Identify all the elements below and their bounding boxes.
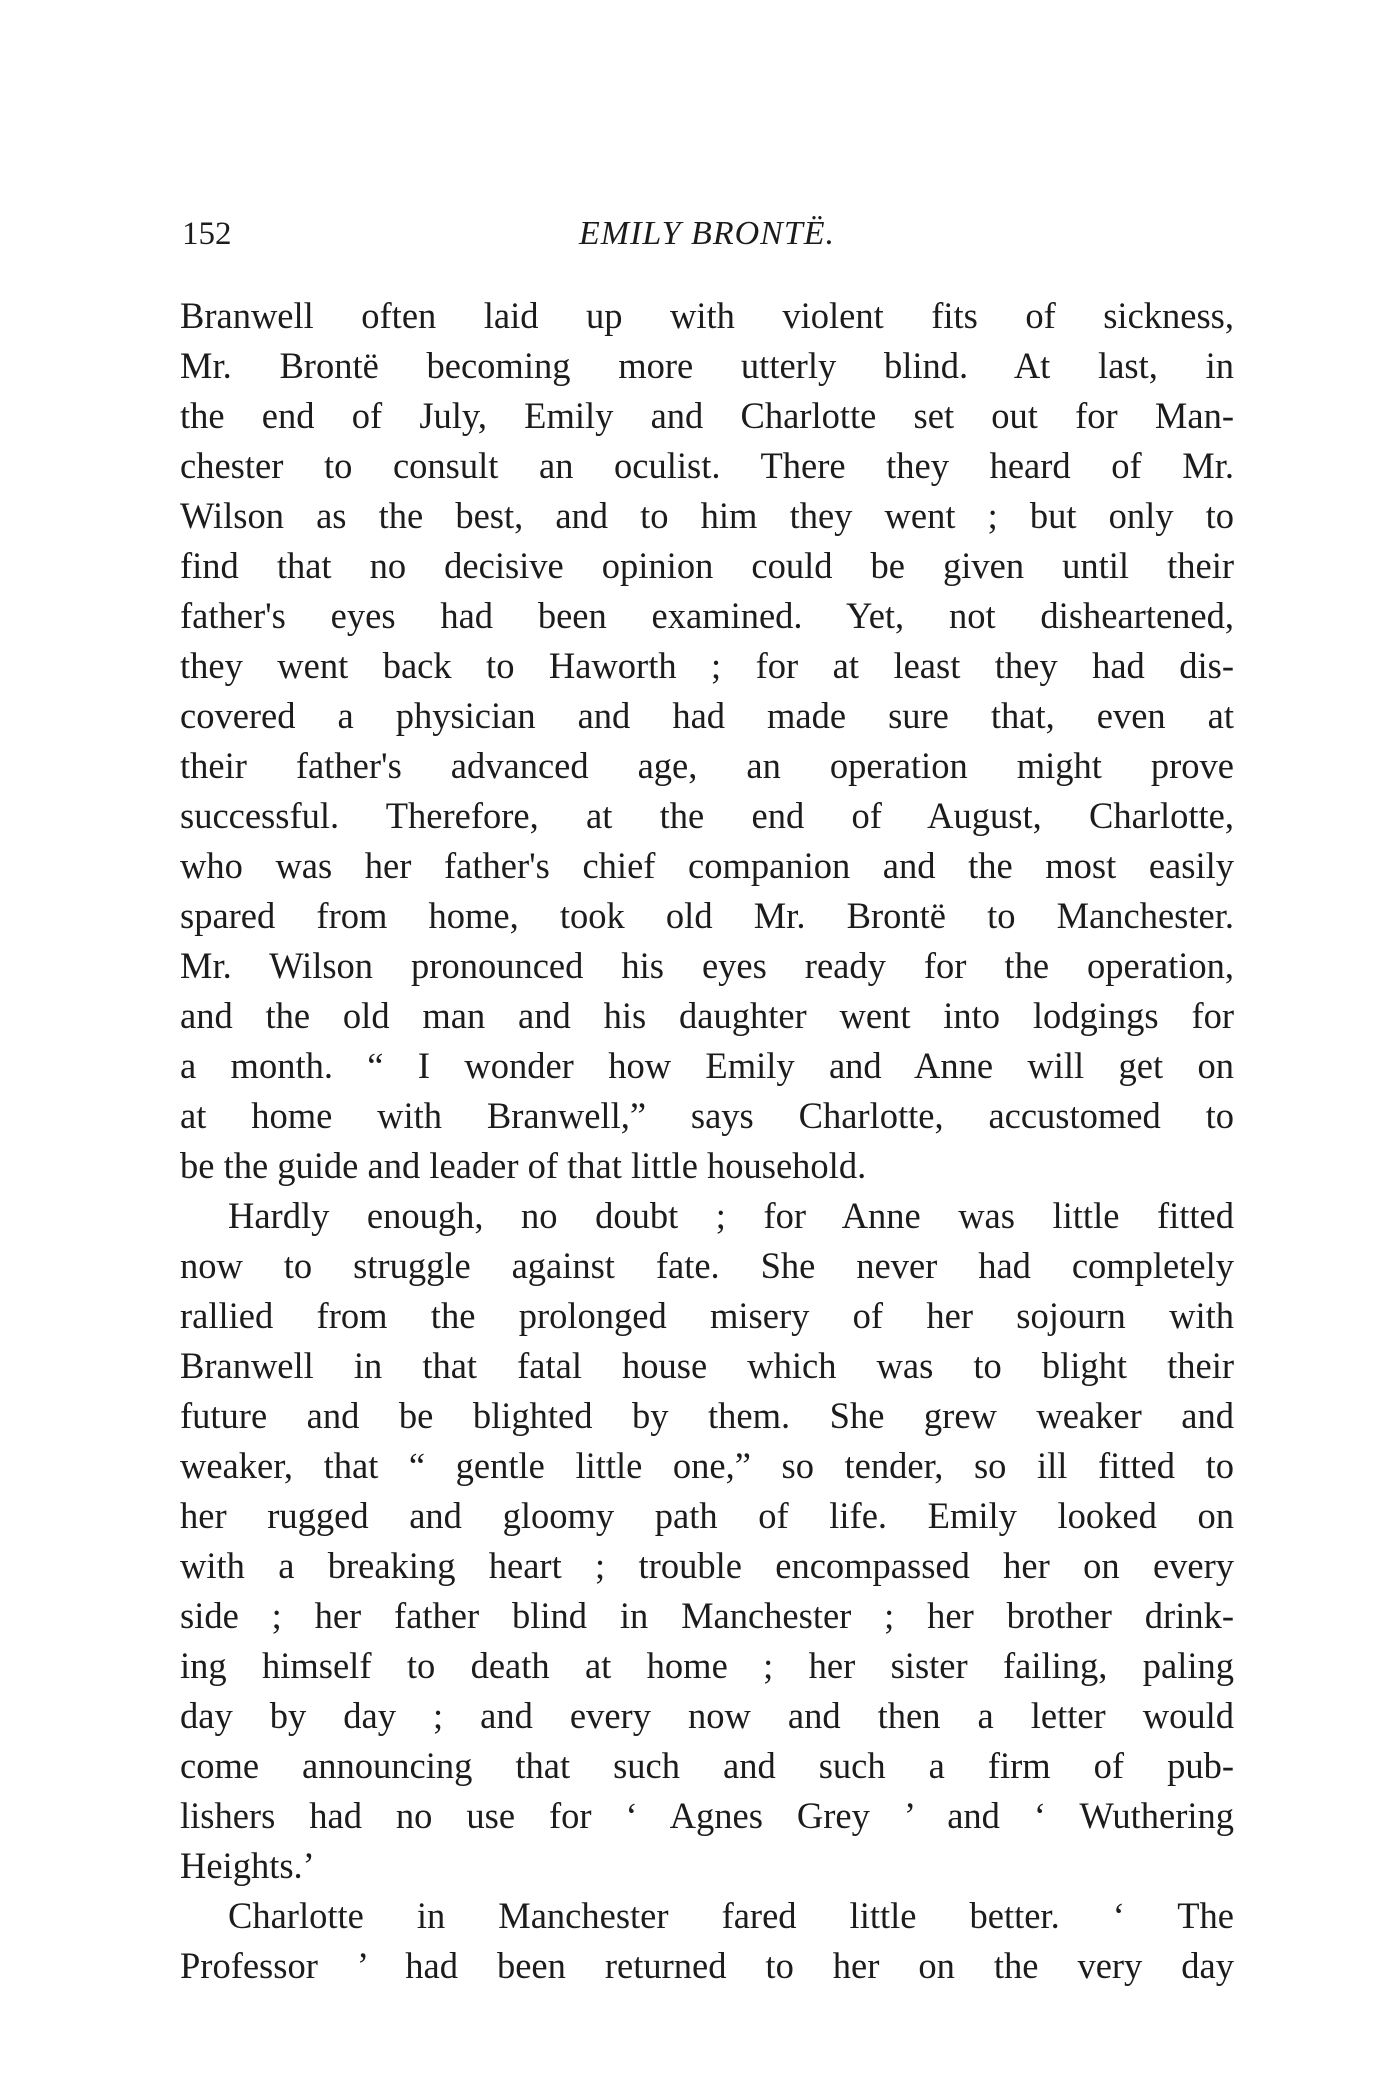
text-line: Wilson as the best, and to him they went ; but only to xyxy=(180,495,1234,536)
text-line: who was her father's chief companion and the most easily xyxy=(180,845,1234,886)
paragraph-end-line: Heights.’ xyxy=(180,1845,315,1886)
text-line: chester to consult an oculist. There they heard of Mr. xyxy=(180,445,1234,486)
text-line: and the old man and his daughter went into lodgings for xyxy=(180,995,1234,1036)
text-line: come announcing that such and such a firm of pub- xyxy=(180,1745,1234,1786)
text-line: her rugged and gloomy path of life. Emily looked on xyxy=(180,1495,1234,1536)
text-line: the end of July, Emily and Charlotte set out for Man- xyxy=(180,395,1234,436)
text-line: lishers had no use for ‘ Agnes Grey ’ and ‘ Wuthering xyxy=(180,1795,1234,1836)
paragraph-start-line: Charlotte in Manchester fared little better. ‘ The xyxy=(228,1895,1234,1936)
text-line: Branwell in that fatal house which was to blight their xyxy=(180,1345,1234,1386)
text-line: at home with Branwell,” says Charlotte, accustomed to xyxy=(180,1095,1234,1136)
text-line: Branwell often laid up with violent fits of sickness, xyxy=(180,295,1234,336)
text-line: day by day ; and every now and then a letter would xyxy=(180,1695,1234,1736)
text-line: covered a physician and had made sure that, even at xyxy=(180,695,1234,736)
page-number: 152 xyxy=(182,216,232,252)
running-title: EMILY BRONTË. xyxy=(579,215,835,252)
text-line: with a breaking heart ; trouble encompassed her on every xyxy=(180,1545,1234,1586)
running-head xyxy=(182,212,1232,256)
text-line: weaker, that “ gentle little one,” so tender, so ill fitted to xyxy=(180,1445,1234,1486)
text-line: father's eyes had been examined. Yet, not disheartened, xyxy=(180,595,1234,636)
text-line: their father's advanced age, an operation might prove xyxy=(180,745,1234,786)
text-line: Mr. Brontë becoming more utterly blind. At last, in xyxy=(180,345,1234,386)
paragraph-start-line: Hardly enough, no doubt ; for Anne was little fitted xyxy=(228,1195,1234,1236)
text-line: Mr. Wilson pronounced his eyes ready for the operation, xyxy=(180,945,1234,986)
body-text xyxy=(180,291,1234,1991)
text-line: Professor ’ had been returned to her on the very day xyxy=(180,1945,1234,1986)
text-line: a month. “ I wonder how Emily and Anne will get on xyxy=(180,1045,1234,1086)
text-line: future and be blighted by them. She grew weaker and xyxy=(180,1395,1234,1436)
text-line: successful. Therefore, at the end of August, Charlotte, xyxy=(180,795,1234,836)
text-line: side ; her father blind in Manchester ; her brother drink- xyxy=(180,1595,1234,1636)
text-line: spared from home, took old Mr. Brontë to Manchester. xyxy=(180,895,1234,936)
text-line: find that no decisive opinion could be given until their xyxy=(180,545,1234,586)
text-line: now to struggle against fate. She never had completely xyxy=(180,1245,1234,1286)
text-line: they went back to Haworth ; for at least they had dis- xyxy=(180,645,1234,686)
text-line: ing himself to death at home ; her sister failing, paling xyxy=(180,1645,1234,1686)
paragraph-end-line: be the guide and leader of that little household. xyxy=(180,1145,867,1186)
text-line: rallied from the prolonged misery of her sojourn with xyxy=(180,1295,1234,1336)
